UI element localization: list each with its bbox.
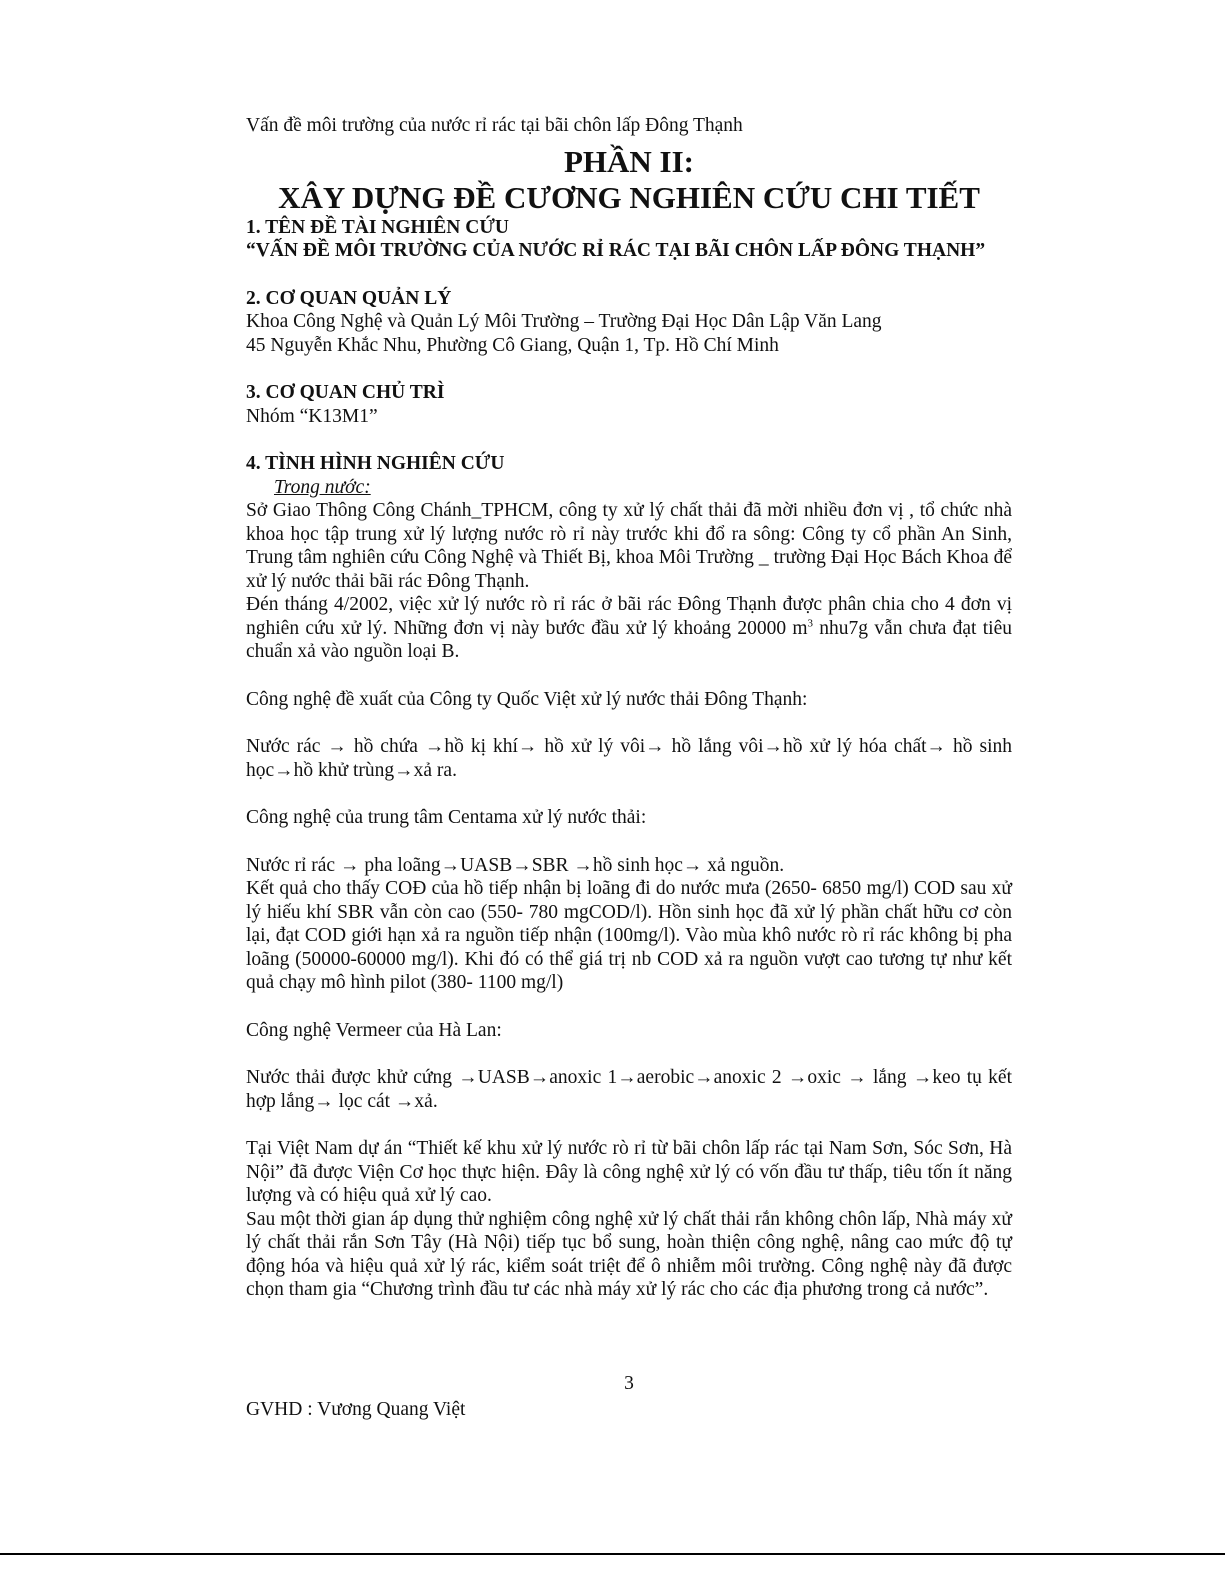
running-header: Vấn đề môi trường của nước rỉ rác tại bãi chôn lấp Đông Thạnh — [246, 115, 743, 136]
paragraph-2: Đén tháng 4/2002, việc xử lý nước rò rỉ rác ở bãi rác Đông Thạnh được phân chia cho 4 đơn vị nghiên cứu xử lý. Những đơn vị này bước đầu xử lý khoảng 20000 $m^3$ nhu7g vẫn chưa đạt tiêu chuẩn xả vào nguồn loại B. — [246, 594, 1012, 662]
research-topic: “VẤN ĐỀ MÔI TRƯỜNG CỦA NƯỚC RỈ RÁC TẠI BÃI CHÔN LẤP ĐÔNG THẠNH” — [246, 240, 986, 261]
section-4-heading: 4. TÌNH HÌNH NGHIÊN CỨU — [246, 453, 505, 474]
process-flow-quoc-viet: Nước rác → hồ chứa →hồ kị khí→ hồ xử lý vôi→ hồ lắng vôi→hồ xử lý hóa chất→ hồ sinh học→hồ khử trùng→xả ra. — [246, 736, 1012, 781]
process-flow-vermeer: Nước thải được khử cứng →UASB→anoxic 1→aerobic→anoxic 2 →oxic → lắng →keo tụ kết hợp lắng→ lọc cát →xả. — [246, 1067, 1012, 1112]
managing-agency: Khoa Công Nghệ và Quản Lý Môi Trường – Trường Đại Học Dân Lập Văn Lang — [246, 311, 882, 332]
part-title: PHẦN II: — [563, 143, 695, 179]
paragraph-7: Kết quả cho thấy COĐ của hồ tiếp nhận bị loãng đi do nước mưa (2650- 6850 mg/l) COD sau xử lý hiếu khí SBR vẫn còn cao (550- 780 mgCOD/l). Hồn sinh học đã xử lý phần chất hữu cơ còn lại, đạt COD giới hạn xả ra nguồn tiếp nhận (100mg/l). Vào mùa khô nước rò rỉ rác không bị pha loãng (50000-60000 mg/l). Khi đó có thể giá trị nb COD xả ra nguồn vượt cao tương tự như kết quả chạy mô hình pilot (380- 1100 mg/l) — [246, 878, 1012, 993]
process-flow-centama: Nước rỉ rác → pha loãng→UASB→SBR →hồ sinh học→ xả nguồn. — [246, 854, 785, 876]
paragraph-11: Sau một thời gian áp dụng thử nghiệm công nghệ xử lý chất thải rắn không chôn lấp, Nhà máy xử lý chất thải rắn Sơn Tây (Hà Nội) tiếp tục bổ sung, hoàn thiện công nghệ, nâng cao mức độ tự động hóa và hiệu quả xử lý rác, kiểm soát triệt để ô nhiễm môi trường. Công nghệ này đã được chọn tham gia “Chương trình đầu tư các nhà máy xử lý rác cho các địa phương trong cả nước”. — [246, 1208, 1012, 1300]
paragraph-3: Công nghệ đề xuất của Công ty Quốc Việt xử lý nước thải Đông Thạnh: — [246, 688, 808, 710]
page-number: 3 — [624, 1373, 634, 1394]
paragraph-10: Tại Việt Nam dự án “Thiết kế khu xử lý nước rò rỉ từ bãi chôn lấp rác tại Nam Sơn, Sóc Sơn, Hà Nội” đã được Viện Cơ học thực hiện. Đây là công nghệ xử lý có vốn đầu tư thấp, tiêu tốn ít năng lượng và có hiệu quả xử lý cao. — [246, 1138, 1012, 1206]
domestic-subheading: Trong nước: — [274, 476, 371, 498]
managing-agency-address: 45 Nguyễn Khắc Nhu, Phường Cô Giang, Quận 1, Tp. Hồ Chí Minh — [246, 334, 779, 356]
document-page — [246, 114, 1012, 1420]
host-agency: Nhóm “K13M1” — [246, 405, 378, 427]
footer-advisor: GVHD : Vương Quang Việt — [246, 1399, 466, 1420]
paragraph-1: Sở Giao Thông Công Chánh_TPHCM, công ty xử lý chất thải đã mời nhiều đơn vị , tổ chức nhà khoa học tập trung xử lý lượng nước rò rỉ này trước khi đổ ra sông: Công ty cổ phần An Sinh, Trung tâm nghiên cứu Công Nghệ và Thiết Bị, khoa Môi Trường _ trường Đại Học Bách Khoa để xử lý nước thải bãi rác Đông Thạnh. — [246, 500, 1012, 592]
section-3-heading: 3. CƠ QUAN CHỦ TRÌ — [246, 382, 445, 403]
bottom-rule — [0, 1553, 1225, 1555]
paragraph-8: Công nghệ Vermeer của Hà Lan: — [246, 1019, 502, 1041]
section-1-heading: 1. TÊN ĐỀ TÀI NGHIÊN CỨU — [246, 216, 509, 238]
paragraph-5: Công nghệ của trung tâm Centama xử lý nước thải: — [246, 807, 647, 828]
main-title: XÂY DỰNG ĐỀ CƯƠNG NGHIÊN CỨU CHI TIẾT — [278, 179, 980, 215]
section-2-heading: 2. CƠ QUAN QUẢN LÝ — [246, 287, 452, 309]
